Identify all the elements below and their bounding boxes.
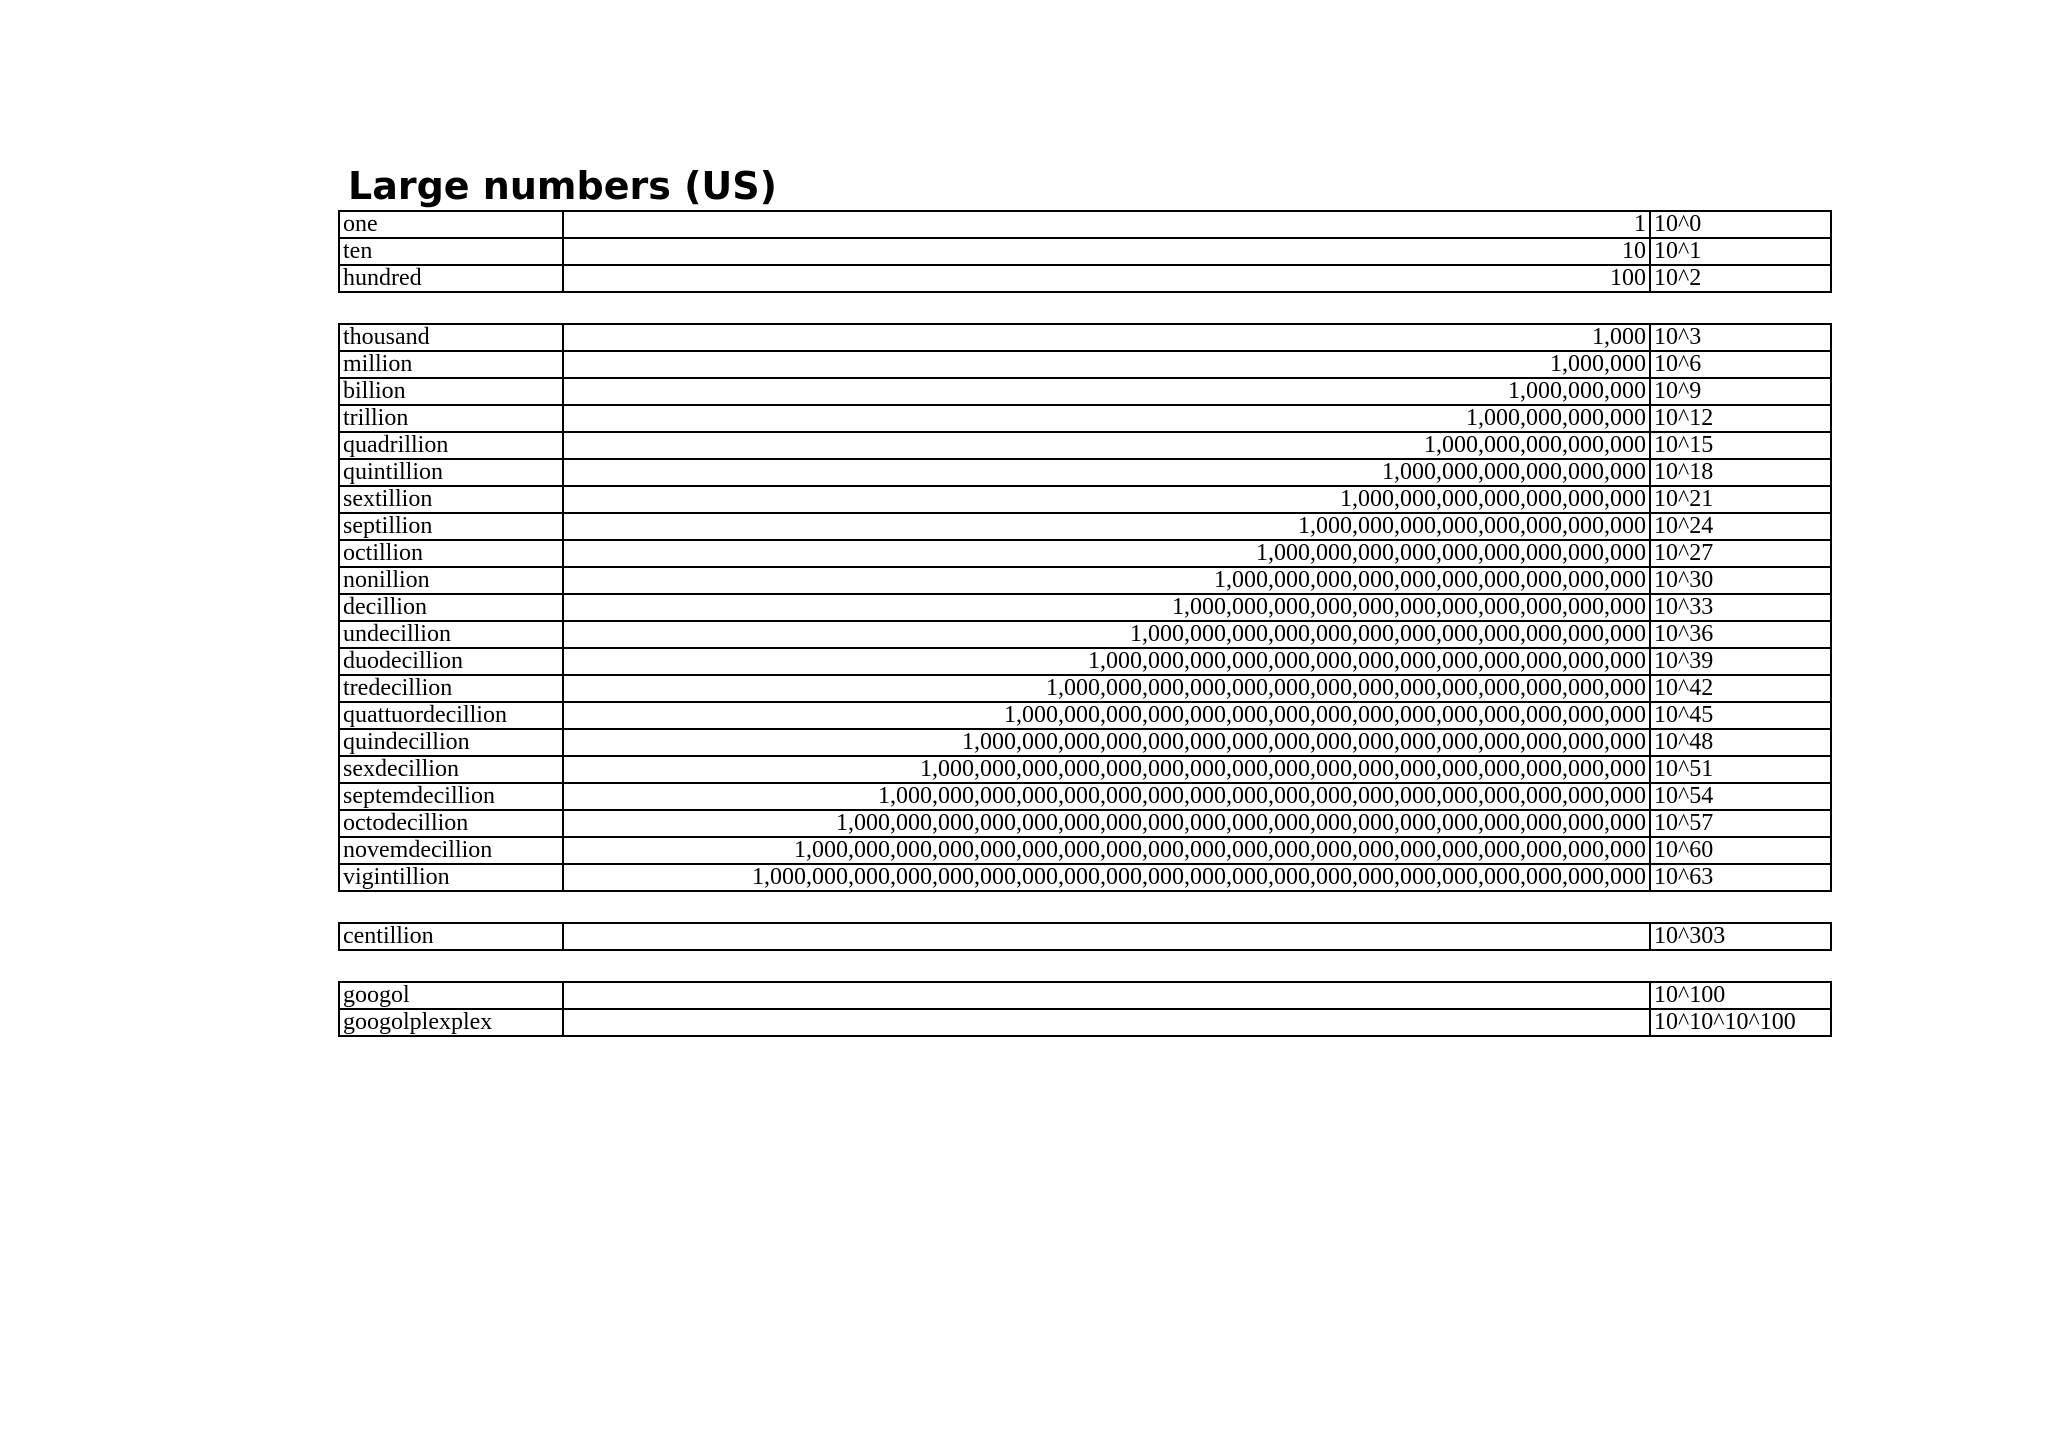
number-tables [338, 210, 1806, 1037]
number-value-cell[interactable]: 1,000,000,000,000,000,000,000,000,000 [563, 540, 1650, 567]
number-value-cell[interactable]: 1,000,000,000,000,000,000,000,000,000,000,000,000,000,000 [563, 675, 1650, 702]
number-table-group [338, 922, 1832, 951]
power-notation-cell[interactable]: 10^24 [1650, 513, 1831, 540]
table-row [339, 675, 1831, 702]
number-name-cell[interactable]: quadrillion [339, 432, 563, 459]
power-notation-cell[interactable]: 10^6 [1650, 351, 1831, 378]
number-value-cell[interactable]: 1,000,000,000,000,000,000,000,000,000,000,000,000,000,000,000 [563, 702, 1650, 729]
table-row [339, 982, 1831, 1009]
power-notation-cell[interactable]: 10^3 [1650, 324, 1831, 351]
number-name-cell[interactable]: octillion [339, 540, 563, 567]
number-value-cell[interactable]: 1,000,000,000,000,000,000,000,000 [563, 513, 1650, 540]
table-row [339, 378, 1831, 405]
power-notation-cell[interactable]: 10^303 [1650, 923, 1831, 950]
number-name-cell[interactable]: trillion [339, 405, 563, 432]
power-notation-cell[interactable]: 10^21 [1650, 486, 1831, 513]
number-table-group [338, 210, 1832, 293]
table-row [339, 459, 1831, 486]
number-name-cell[interactable]: nonillion [339, 567, 563, 594]
power-notation-cell[interactable]: 10^42 [1650, 675, 1831, 702]
number-name-cell[interactable]: quattuordecillion [339, 702, 563, 729]
power-notation-cell[interactable]: 10^51 [1650, 756, 1831, 783]
number-name-cell[interactable]: sexdecillion [339, 756, 563, 783]
table-row [339, 351, 1831, 378]
spreadsheet-page [338, 162, 1806, 1037]
power-notation-cell[interactable]: 10^63 [1650, 864, 1831, 891]
number-value-cell[interactable]: 1,000,000,000,000,000,000,000,000,000,000,000,000,000,000,000,000,000,000 [563, 783, 1650, 810]
number-value-cell[interactable]: 1,000,000,000,000,000,000,000,000,000,000,000,000,000,000,000,000,000,000,000,000 [563, 837, 1650, 864]
power-notation-cell[interactable]: 10^36 [1650, 621, 1831, 648]
power-notation-cell[interactable]: 10^10^10^100 [1650, 1009, 1831, 1036]
number-name-cell[interactable]: undecillion [339, 621, 563, 648]
power-notation-cell[interactable]: 10^60 [1650, 837, 1831, 864]
number-value-cell[interactable]: 1,000,000,000,000 [563, 405, 1650, 432]
number-value-cell[interactable]: 1,000,000,000,000,000,000,000,000,000,000 [563, 567, 1650, 594]
number-value-cell[interactable]: 1,000,000,000,000,000,000,000,000,000,000,000,000 [563, 621, 1650, 648]
number-name-cell[interactable]: sextillion [339, 486, 563, 513]
power-notation-cell[interactable]: 10^12 [1650, 405, 1831, 432]
number-name-cell[interactable]: billion [339, 378, 563, 405]
sheet-title: Large numbers (US) [348, 164, 778, 208]
number-value-cell[interactable]: 1,000,000,000 [563, 378, 1650, 405]
number-value-cell[interactable]: 10 [563, 238, 1650, 265]
table-row [339, 432, 1831, 459]
power-notation-cell[interactable]: 10^9 [1650, 378, 1831, 405]
table-row [339, 567, 1831, 594]
power-notation-cell[interactable]: 10^48 [1650, 729, 1831, 756]
number-value-cell[interactable]: 1 [563, 211, 1650, 238]
table-row [339, 265, 1831, 292]
power-notation-cell[interactable]: 10^100 [1650, 982, 1831, 1009]
table-row [339, 923, 1831, 950]
number-value-cell[interactable]: 1,000,000,000,000,000,000,000,000,000,000,000,000,000,000,000,000,000,000,000 [563, 810, 1650, 837]
number-value-cell[interactable]: 1,000,000,000,000,000,000,000,000,000,000,000,000,000,000,000,000 [563, 729, 1650, 756]
table-row [339, 756, 1831, 783]
number-name-cell[interactable]: thousand [339, 324, 563, 351]
table-row [339, 238, 1831, 265]
number-value-cell[interactable]: 100 [563, 265, 1650, 292]
number-name-cell[interactable]: duodecillion [339, 648, 563, 675]
number-name-cell[interactable]: tredecillion [339, 675, 563, 702]
table-row [339, 837, 1831, 864]
power-notation-cell[interactable]: 10^15 [1650, 432, 1831, 459]
number-value-cell[interactable]: 1,000,000,000,000,000,000,000,000,000,000,000,000,000,000,000,000,000 [563, 756, 1650, 783]
number-value-cell[interactable]: 1,000,000,000,000,000,000,000,000,000,000,000 [563, 594, 1650, 621]
number-value-cell[interactable]: 1,000,000,000,000,000,000,000,000,000,000,000,000,000,000,000,000,000,000,000,000,000 [563, 864, 1650, 891]
table-row [339, 648, 1831, 675]
power-notation-cell[interactable]: 10^54 [1650, 783, 1831, 810]
number-name-cell[interactable]: septemdecillion [339, 783, 563, 810]
power-notation-cell[interactable]: 10^57 [1650, 810, 1831, 837]
table-row [339, 540, 1831, 567]
table-row [339, 211, 1831, 238]
number-name-cell[interactable]: novemdecillion [339, 837, 563, 864]
number-table-group [338, 981, 1832, 1037]
number-value-cell[interactable]: 1,000,000,000,000,000 [563, 432, 1650, 459]
table-row [339, 486, 1831, 513]
table-row [339, 810, 1831, 837]
number-table-group [338, 323, 1832, 892]
number-value-cell[interactable] [563, 923, 1650, 950]
number-name-cell[interactable]: one [339, 211, 563, 238]
table-row [339, 1009, 1831, 1036]
number-value-cell[interactable]: 1,000,000,000,000,000,000,000,000,000,000,000,000,000 [563, 648, 1650, 675]
power-notation-cell[interactable]: 10^27 [1650, 540, 1831, 567]
number-value-cell[interactable] [563, 982, 1650, 1009]
table-row [339, 783, 1831, 810]
table-row [339, 594, 1831, 621]
number-name-cell[interactable]: quindecillion [339, 729, 563, 756]
power-notation-cell[interactable]: 10^39 [1650, 648, 1831, 675]
power-notation-cell[interactable]: 10^18 [1650, 459, 1831, 486]
table-row [339, 324, 1831, 351]
number-value-cell[interactable]: 1,000,000,000,000,000,000,000 [563, 486, 1650, 513]
power-notation-cell[interactable]: 10^30 [1650, 567, 1831, 594]
table-row [339, 405, 1831, 432]
number-name-cell[interactable]: vigintillion [339, 864, 563, 891]
number-name-cell[interactable]: septillion [339, 513, 563, 540]
number-value-cell[interactable]: 1,000 [563, 324, 1650, 351]
power-notation-cell[interactable]: 10^33 [1650, 594, 1831, 621]
number-name-cell[interactable]: octodecillion [339, 810, 563, 837]
number-name-cell[interactable]: googol [339, 982, 563, 1009]
number-name-cell[interactable]: centillion [339, 923, 563, 950]
table-row [339, 864, 1831, 891]
number-name-cell[interactable]: googolplexplex [339, 1009, 563, 1036]
number-name-cell[interactable]: hundred [339, 265, 563, 292]
table-row [339, 513, 1831, 540]
table-row [339, 621, 1831, 648]
number-name-cell[interactable]: million [339, 351, 563, 378]
power-notation-cell[interactable]: 10^1 [1650, 238, 1831, 265]
number-name-cell[interactable]: decillion [339, 594, 563, 621]
number-value-cell[interactable]: 1,000,000 [563, 351, 1650, 378]
table-row [339, 729, 1831, 756]
power-notation-cell[interactable]: 10^45 [1650, 702, 1831, 729]
number-name-cell[interactable]: quintillion [339, 459, 563, 486]
number-value-cell[interactable]: 1,000,000,000,000,000,000 [563, 459, 1650, 486]
power-notation-cell[interactable]: 10^0 [1650, 211, 1831, 238]
number-value-cell[interactable] [563, 1009, 1650, 1036]
number-name-cell[interactable]: ten [339, 238, 563, 265]
power-notation-cell[interactable]: 10^2 [1650, 265, 1831, 292]
table-row [339, 702, 1831, 729]
